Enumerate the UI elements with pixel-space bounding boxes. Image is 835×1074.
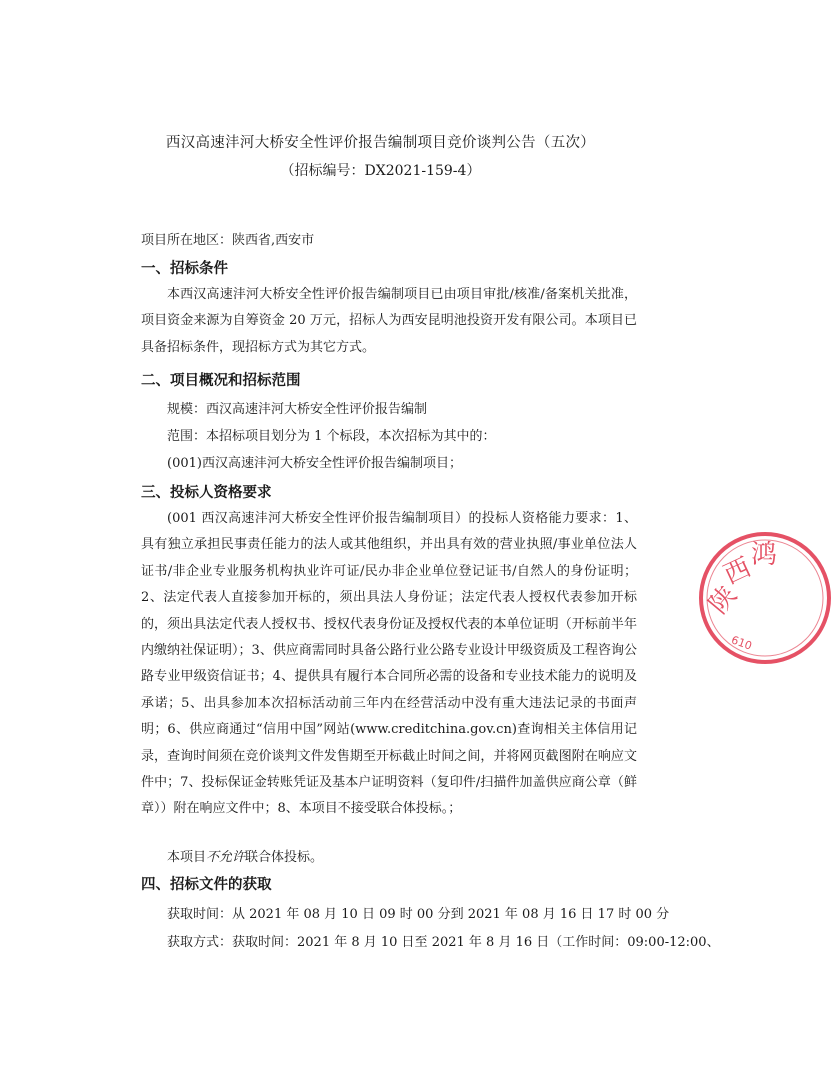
svg-text:鸿: 鸿: [751, 540, 778, 570]
section4-heading: 四、招标文件的获取: [141, 877, 272, 893]
svg-text:西: 西: [719, 552, 756, 591]
project-region: 项目所在地区：陕西省,西安市: [141, 233, 315, 248]
section4-method: 获取方式：获取时间：2021 年 8 月 10 日至 2021 年 8 月 16 日（工作时间：09:00-12:00、: [167, 935, 720, 950]
page-title: 西汉高速沣河大桥安全性评价报告编制项目竞价谈判公告（五次）: [165, 135, 596, 151]
company-seal-icon: [695, 528, 835, 668]
consortium-italic: 不允许: [206, 850, 246, 865]
section3-consortium: [167, 846, 323, 865]
section4-time: 获取时间：从 2021 年 08 月 10 日 09 时 00 分到 2021 年 08 月 16 日 17 时 00 分: [167, 907, 670, 922]
consortium-prefix: 本项目: [167, 850, 207, 865]
section2-scale: 规模：西汉高速沣河大桥安全性评价报告编制: [167, 402, 428, 417]
svg-text:陕: 陕: [703, 580, 744, 620]
tender-number: （招标编号：DX2021-159-4）: [280, 163, 481, 179]
section1-heading: 一、招标条件: [141, 261, 228, 277]
svg-text:610: 610: [729, 633, 754, 653]
section2-lot: (001)西汉高速沣河大桥安全性评价报告编制项目；: [167, 456, 462, 471]
consortium-suffix: 联合体投标。: [245, 850, 324, 865]
section2-heading: 二、项目概况和招标范围: [141, 373, 301, 389]
section3-paragraph: (001 西汉高速沣河大桥安全性评价报告编制项目）的投标人资格能力要求：1、具有独立承担民事责任能力的法人或其他组织，并出具有效的营业执照/事业单位法人证书/非企业专业服务机构执业许可证/民办非企业单位登记证书/自然人的身份证明；2、法定代表人直接参加开标的，须出具法人身份证；法定代表人授权代表参加开标的，须出具法定代表人授权书、授权代表身份证及授权代表的本单位证明（开标前半年内缴纳社保证明）；3、供应商需同时具备公路行业公路专业设计甲级资质及工程咨询公路专业甲级资信证书；4、提供具有履行本合同所必需的设备和专业技术能力的说明及承诺；5、出具参加本次招标活动前三年内在经营活动中没有重大违法记录的书面声明；6、供应商通过“信用中国”网站(www.creditchina.gov.cn)查询相关主体信用记录，查询时间须在竞价谈判文件发售期至开标截止时间之间，并将网页截图附在响应文件中；7、投标保证金转账凭证及基本户证明资料（复印件/扫描件加盖供应商公章（鲜章））附在响应文件中；8、本项目不接受联合体投标。；: [141, 511, 637, 817]
section2-scope: 范围：本招标项目划分为 1 个标段，本次招标为其中的：: [167, 429, 496, 444]
section1-paragraph: 本西汉高速沣河大桥安全性评价报告编制项目已由项目审批/核准/备案机关批准，项目资金来源为自筹资金 20 万元，招标人为西安昆明池投资开发有限公司。本项目已具备招标条件，现招标方式为其它方式。: [141, 287, 637, 355]
section3-heading: 三、投标人资格要求: [141, 485, 272, 501]
